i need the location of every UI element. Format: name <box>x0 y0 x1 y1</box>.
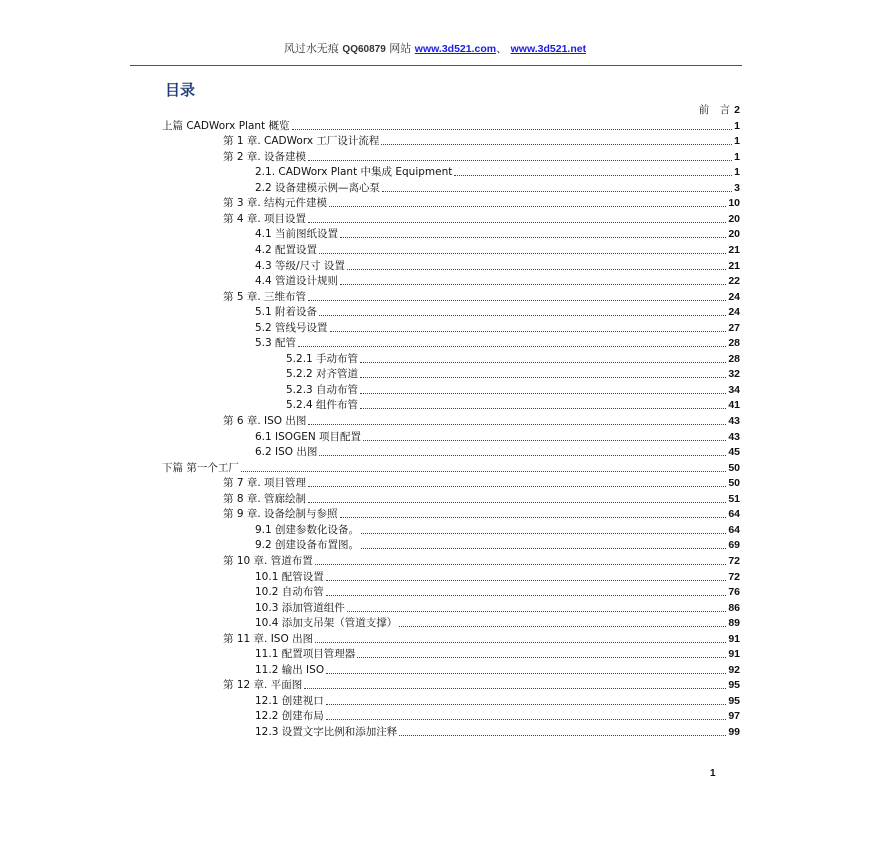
toc-leader-dots <box>315 641 726 643</box>
toc-entry-page: 99 <box>728 726 740 738</box>
toc-leader-dots <box>360 392 726 394</box>
toc-entry[interactable] <box>255 227 740 241</box>
toc-entry-label: 第 6 章. ISO 出图 <box>223 415 307 427</box>
toc-leader-dots <box>361 532 726 534</box>
toc-entry-label: 第 2 章. 设备建模 <box>223 150 307 163</box>
toc-entry-label: 4.4 管道设计规则 <box>255 275 339 288</box>
toc-entry-page: 34 <box>728 383 740 396</box>
toc-leader-dots <box>304 687 726 689</box>
toc-leader-dots <box>308 501 726 503</box>
toc-entry-label: 5.3 配管 <box>255 337 297 350</box>
toc-leader-dots <box>319 314 726 316</box>
toc-entry-label: 12.3 设置文字比例和添加注释 <box>255 726 398 738</box>
toc-entry-label: 4.2 配置设置 <box>255 243 318 256</box>
toc-entry-label: 2.1. CADWorx Plant 中集成 Equipment <box>255 166 453 179</box>
toc-entry[interactable] <box>286 367 740 381</box>
toc-entry[interactable] <box>223 632 740 646</box>
toc-entry[interactable] <box>255 259 740 273</box>
header-divider <box>130 65 742 66</box>
toc-entry-page: 22 <box>728 275 740 288</box>
toc-entry-label: 11.1 配置项目管理器 <box>255 648 356 661</box>
toc-entry-page: 1 <box>734 119 740 132</box>
toc-entry-label: 第 12 章. 平面图 <box>223 679 303 692</box>
toc-entry-label: 10.3 添加管道组件 <box>255 601 345 614</box>
toc-entry-page: 32 <box>728 368 740 381</box>
toc-leader-dots <box>308 159 732 161</box>
toc-entry[interactable] <box>255 570 740 584</box>
toc-entry-label: 第 7 章. 项目管理 <box>223 477 307 490</box>
toc-entry[interactable] <box>255 165 740 179</box>
toc-entry[interactable] <box>255 336 740 350</box>
toc-entry-label: 9.2 创建设备布置图。 <box>255 539 360 552</box>
toc-entry-label: 第 11 章. ISO 出图 <box>223 632 314 645</box>
toc-entry-label: 第 9 章. 设备绘制与参照 <box>223 508 338 521</box>
site-link-net[interactable]: www.3d521.net <box>510 43 587 55</box>
toc-leader-dots <box>308 221 726 223</box>
link-separator: 、 <box>496 42 508 55</box>
toc-entry[interactable] <box>255 305 740 319</box>
page-number: 1 <box>710 768 716 779</box>
toc-entry[interactable] <box>223 678 740 692</box>
toc-entry-page: 21 <box>728 243 740 256</box>
toc-entry-label: 4.1 当前图纸设置 <box>255 228 339 241</box>
toc-entry-page: 27 <box>728 321 740 334</box>
toc-entry[interactable] <box>286 398 740 412</box>
toc-leader-dots <box>329 205 726 207</box>
toc-entry-label: 5.2.2 对齐管道 <box>286 368 359 381</box>
toc-entry-label: 5.1 附着设备 <box>255 306 318 319</box>
toc-entry[interactable] <box>255 274 740 288</box>
toc-entry[interactable] <box>255 523 740 537</box>
toc-entry-label: 10.4 添加支吊架（管道支撑） <box>255 617 398 630</box>
toc-leader-dots <box>399 625 726 627</box>
toc-entry-page: 1 <box>734 135 740 148</box>
toc-entry-label: 11.2 输出 ISO <box>255 663 325 676</box>
toc-entry-page: 43 <box>728 430 740 443</box>
toc-entry-label: 第 3 章. 结构元件建模 <box>223 197 328 210</box>
toc-entry-page: 1 <box>734 150 740 163</box>
toc-entry[interactable] <box>255 585 740 599</box>
toc-leader-dots <box>399 734 726 736</box>
toc-entry-label: 10.2 自动布管 <box>255 586 324 599</box>
toc-entry[interactable] <box>223 150 740 164</box>
toc-leader-dots <box>360 361 726 363</box>
toc-entry-label: 第 5 章. 三维布管 <box>223 290 307 303</box>
toc-entry-label: 5.2.3 自动布管 <box>286 383 359 396</box>
toc-leader-dots <box>347 268 726 270</box>
toc-leader-dots <box>361 547 726 549</box>
toc-entry-page: 50 <box>728 461 740 474</box>
toc-leader-dots <box>340 283 726 285</box>
toc-entry-page: 72 <box>728 570 740 583</box>
toc-entry-page: 64 <box>728 508 740 521</box>
toc-entry-page: 2 <box>734 104 740 116</box>
toc-leader-dots <box>382 190 732 192</box>
toc-leader-dots <box>381 143 732 145</box>
toc-entry[interactable] <box>162 119 740 133</box>
toc-entry-label: 5.2.1 手动布管 <box>286 352 359 365</box>
toc-entry[interactable] <box>699 103 740 117</box>
toc-entry-label: 4.3 等级/尺寸 设置 <box>255 259 345 272</box>
toc-entry-page: 91 <box>728 648 740 661</box>
toc-entry-page: 21 <box>728 259 740 272</box>
toc-entry-page: 92 <box>728 663 740 676</box>
site-name: 风过水无痕 <box>283 42 339 55</box>
toc-entry-page: 89 <box>728 617 740 630</box>
toc-leader-dots <box>326 594 727 596</box>
toc-entry[interactable] <box>286 352 740 366</box>
toc-leader-dots <box>454 174 732 176</box>
toc-entry-page: 28 <box>728 352 740 365</box>
toc-leader-dots <box>315 563 727 565</box>
toc-entry-label: 10.1 配管设置 <box>255 570 324 583</box>
toc-entry-page: 41 <box>728 399 740 412</box>
toc-leader-dots <box>347 610 727 612</box>
page-header <box>0 40 870 56</box>
toc-entry-label: 下篇 第一个工厂 <box>162 461 239 474</box>
toc-entry[interactable] <box>223 196 740 210</box>
toc-entry-label: 12.1 创建视口 <box>255 694 324 707</box>
toc-entry-page: 72 <box>728 554 740 567</box>
toc-entry-page: 86 <box>728 601 740 614</box>
toc-leader-dots <box>319 454 726 456</box>
toc-entry-page: 10 <box>728 197 740 210</box>
toc-entry[interactable] <box>223 492 740 506</box>
toc-entry[interactable] <box>255 445 740 459</box>
toc-entry[interactable] <box>223 554 740 568</box>
toc-entry-label: 第 8 章. 管廊绘制 <box>223 492 307 505</box>
toc-leader-dots <box>360 376 726 378</box>
toc-entry[interactable] <box>255 430 740 444</box>
toc-leader-dots <box>319 252 726 254</box>
toc-leader-dots <box>308 485 726 487</box>
toc-entry-page: 20 <box>728 228 740 241</box>
toc-entry-page: 51 <box>728 492 740 505</box>
toc-entry-label: 9.1 创建参数化设备。 <box>255 523 360 536</box>
toc-leader-dots <box>360 407 726 409</box>
toc-entry-page: 24 <box>728 290 740 303</box>
toc-entry-page: 45 <box>728 446 740 459</box>
toc-entry-page: 97 <box>728 710 740 723</box>
toc-entry[interactable] <box>223 290 740 304</box>
toc-entry-page: 95 <box>728 679 740 692</box>
toc-entry-page: 76 <box>728 586 740 599</box>
toc-leader-dots <box>357 656 726 658</box>
site-link-com[interactable]: www.3d521.com <box>414 43 497 55</box>
toc-entry-label: 5.2 管线号设置 <box>255 321 328 334</box>
toc-entry-label: 第 10 章. 管道布置 <box>223 554 313 567</box>
toc-entry[interactable] <box>255 694 740 708</box>
toc-leader-dots <box>363 439 726 441</box>
toc-leader-dots <box>326 703 727 705</box>
toc-entry-page: 1 <box>734 166 740 179</box>
toc-entry[interactable] <box>223 414 740 428</box>
toc-entry[interactable] <box>255 647 740 661</box>
toc-leader-dots <box>326 579 727 581</box>
toc-entry-label: 6.1 ISOGEN 项目配置 <box>255 430 362 443</box>
site-label: 网站 <box>389 42 412 55</box>
toc-entry[interactable] <box>255 601 740 615</box>
toc-entry-page: 95 <box>728 694 740 707</box>
toc-leader-dots <box>340 236 726 238</box>
toc-entry-page: 50 <box>728 477 740 490</box>
toc-entry[interactable] <box>255 243 740 257</box>
toc-entry-label: 5.2.4 组件布管 <box>286 399 359 412</box>
toc-entry-page: 24 <box>728 306 740 319</box>
toc-entry-label: 上篇 CADWorx Plant 概览 <box>162 119 290 132</box>
toc-entry-page: 3 <box>734 181 740 194</box>
toc-leader-dots <box>298 345 726 347</box>
toc-leader-dots <box>308 299 726 301</box>
toc-leader-dots <box>326 718 727 720</box>
toc-entry[interactable] <box>223 134 740 148</box>
toc-leader-dots <box>308 423 726 425</box>
toc-leader-dots <box>330 330 727 332</box>
toc-entry-page: 20 <box>728 212 740 225</box>
toc-entry[interactable] <box>223 212 740 226</box>
toc-entry-label: 2.2 设备建模示例—离心泵 <box>255 181 381 194</box>
toc-entry-page: 69 <box>728 539 740 552</box>
toc-entry[interactable] <box>255 616 740 630</box>
toc-entry-label: 12.2 创建布局 <box>255 710 324 723</box>
qq-number: QQ60879 <box>342 44 386 55</box>
toc-entry-page: 64 <box>728 523 740 536</box>
toc-entry-label: 第 4 章. 项目设置 <box>223 212 307 225</box>
toc-entry[interactable] <box>255 538 740 552</box>
toc-leader-dots <box>340 516 727 518</box>
toc-entry-page: 28 <box>728 337 740 350</box>
toc-entry-page: 91 <box>728 632 740 645</box>
toc-entry-label: 前 言 <box>698 104 731 116</box>
toc-entry-label: 第 1 章. CADWorx 工厂设计流程 <box>223 135 380 148</box>
toc-entry[interactable] <box>255 321 740 335</box>
toc-entry[interactable] <box>255 725 740 739</box>
toc-entry[interactable] <box>162 461 740 475</box>
toc-leader-dots <box>326 672 726 674</box>
toc-entry-label: 6.2 ISO 出图 <box>255 446 318 459</box>
toc-entry[interactable] <box>223 476 740 490</box>
toc-leader-dots <box>292 128 733 130</box>
toc-leader-dots <box>241 470 726 472</box>
toc-title: 目录 <box>165 81 196 99</box>
toc-entry[interactable] <box>255 663 740 677</box>
toc-entry[interactable] <box>286 383 740 397</box>
toc-entry-page: 43 <box>728 415 740 427</box>
toc-entry[interactable] <box>255 709 740 723</box>
toc-entry[interactable] <box>223 507 740 521</box>
toc-entry[interactable] <box>255 181 740 195</box>
